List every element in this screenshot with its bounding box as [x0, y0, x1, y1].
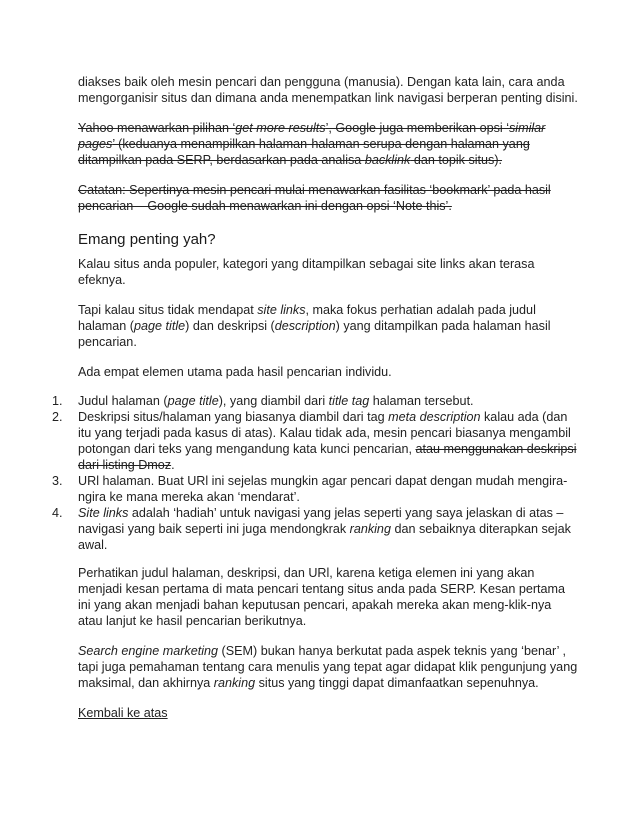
strike-text: Yahoo menawarkan pilihan ‘ — [78, 121, 236, 135]
text: URl halaman. Buat URl ini sejelas mungkin agar pencari dapat dengan mudah mengira-ngira ke mana mereka akan ‘mendarat’. — [78, 474, 568, 504]
text: dan sebaiknya diterapkan sejak awal. — [78, 522, 571, 552]
text: Deskripsi situs/halaman yang biasanya diambil dari tag — [78, 410, 389, 424]
page-title-text: page title — [134, 319, 186, 333]
paragraph-note: Catatan: Sepertinya mesin pencari mulai menawarkan fasilitas ‘bookmark’ pada hasil pencarian – Google sudah menawarkan ini dengan opsi ‘Note this’. — [78, 183, 551, 213]
paragraph-four-elements: Ada empat elemen utama pada hasil pencarian individu. — [78, 365, 392, 379]
description-text: description — [274, 319, 336, 333]
list-number: 1. — [52, 394, 63, 408]
title-tag-text: title tag — [328, 394, 370, 408]
paragraph-yahoo-google — [78, 120, 578, 168]
list-item — [52, 393, 578, 409]
paragraph-sem — [78, 643, 578, 691]
text: , maka fokus perhatian adalah pada judul halaman ( — [78, 303, 536, 333]
strike-text: ’ (keduanya menampilkan halaman-halaman serupa dengan halaman yang ditampilkan pada SERP, berdasarkan pada analisa — [78, 137, 530, 167]
text: ) yang ditampilkan pada halaman hasil pencarian. — [78, 319, 551, 349]
text: Tapi kalau situs tidak mendapat — [78, 303, 258, 317]
text: . — [171, 458, 175, 472]
list-number: 4. — [52, 506, 63, 520]
paragraph-site-links — [78, 302, 578, 350]
backlink-text: backlink — [364, 153, 411, 167]
sem-text: Search engine marketing — [78, 644, 219, 658]
elements-list — [0, 393, 578, 553]
paragraph-intro: diakses baik oleh mesin pencari dan pengguna (manusia). Dengan kata lain, cara anda mengorganisir situs dan dimana anda menempatkan link navigasi berperan penting disini. — [78, 75, 578, 105]
text: Judul halaman ( — [78, 394, 168, 408]
text: kalau ada (dan itu yang terjadi pada kasus di atas). Kalau tidak ada, mesin pencari biasanya mengambil potongan dari teks yang mengandung kata kunci pencarian, — [78, 410, 571, 456]
text: (SEM) bukan hanya berkutat pada aspek teknis yang ‘benar’ , tapi juga pemahaman tentang cara menulis yang tepat agar didapat klik pengunjung yang maksimal, dan akhirnya — [78, 644, 578, 690]
list-item — [52, 409, 578, 473]
text: ), yang diambil dari — [218, 394, 329, 408]
text: ) dan deskripsi ( — [185, 319, 275, 333]
text: situs yang tinggi dapat dimanfaatkan sepenuhnya. — [255, 676, 539, 690]
paragraph-popular-site: Kalau situs anda populer, kategori yang ditampilkan sebagai site links akan terasa efeknya. — [78, 257, 535, 287]
get-more-results-text: get more results — [235, 121, 326, 135]
meta-description-text: meta description — [388, 410, 481, 424]
list-number: 3. — [52, 474, 63, 488]
text: adalah ‘hadiah’ untuk navigasi yang jelas seperti yang saya jelaskan di atas – navigasi yang baik seperti ini juga mendongkrak — [78, 506, 564, 536]
strike-text: ’, Google juga memberikan opsi ‘ — [325, 121, 509, 135]
strike-text: dan topik situs). — [410, 153, 503, 167]
paragraph-first-impression: Perhatikan judul halaman, deskripsi, dan URl, karena ketiga elemen ini yang akan menjadi kesan pertama di mata pencari tentang situs anda pada SERP. Kesan pertama ini yang akan menjadi bahan keputusan pencari, apakah mereka akan meng-klik-nya atau lanjut ke hasil pencarian berikutnya. — [78, 566, 566, 628]
text: halaman tersebut. — [369, 394, 474, 408]
ranking-text: ranking — [213, 676, 256, 690]
ranking-text: ranking — [349, 522, 391, 536]
list-item — [52, 473, 578, 505]
section-heading: Emang penting yah? — [78, 231, 216, 248]
document-content — [52, 74, 578, 721]
list-item — [52, 505, 578, 553]
dmoz-strike-text: atau menggunakan deskripsi dari listing Dmoz — [78, 442, 577, 472]
back-to-top-link[interactable]: Kembali ke atas — [78, 706, 168, 720]
page-title-text: page title — [167, 394, 219, 408]
list-number: 2. — [52, 410, 63, 424]
site-links-text: Site links — [78, 506, 129, 520]
similar-pages-text: similar pages — [78, 121, 546, 151]
site-links-text: site links — [257, 303, 306, 317]
